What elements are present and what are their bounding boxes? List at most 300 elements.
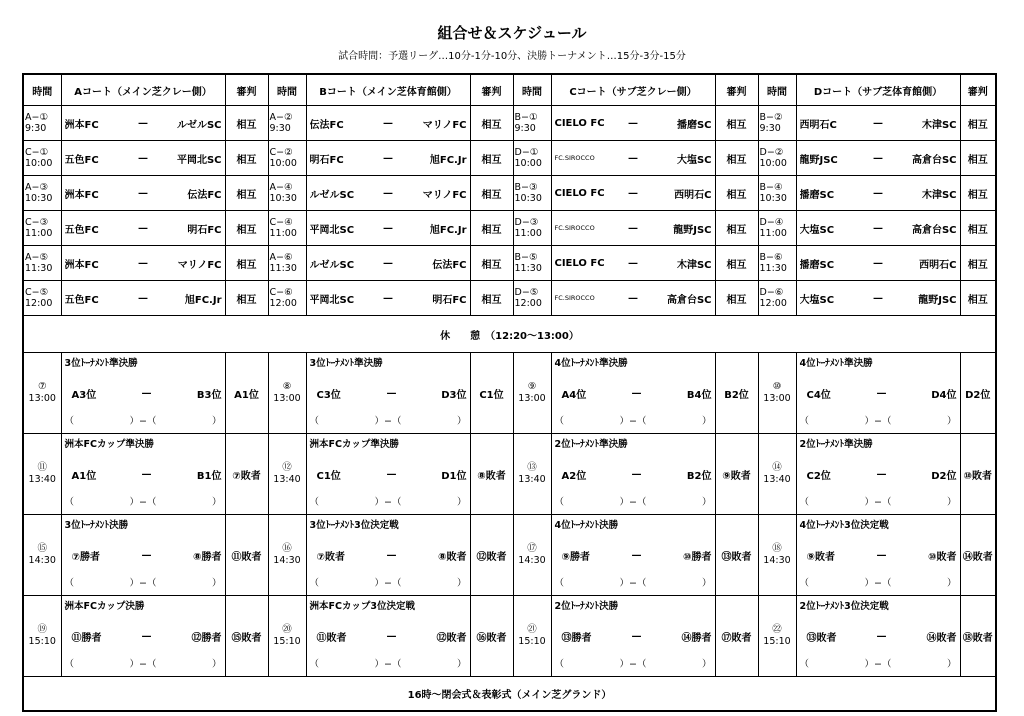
match-cell (551, 596, 715, 677)
team-away: ルゼルSC (176, 119, 222, 131)
round-name: 3位ﾄｰﾅﾒﾝﾄ準決勝 (64, 358, 138, 369)
referee-cell: 相互 (225, 281, 268, 316)
team-home: 平岡北SC (309, 294, 355, 306)
match-number: ⑨ (527, 381, 537, 392)
referee-cell: ⑰敗者 (715, 596, 758, 677)
match-time: 11:00 (759, 228, 787, 239)
match-number: B−② (759, 112, 783, 123)
team-away: 西明石C (919, 259, 957, 271)
closing-ceremony-note: 16時～閉会式＆表彰式（メイン芝グランド） (23, 677, 996, 712)
tournament-match (552, 598, 715, 674)
team-away: ⑫敗者 (436, 632, 467, 644)
match-number: A−① (25, 112, 48, 123)
score-close: ） (211, 497, 222, 508)
score-open: （ (554, 659, 565, 670)
match-pairing (65, 625, 222, 647)
score-open: （ (799, 497, 810, 508)
match-number: ⑰ (527, 543, 537, 554)
match-cell (61, 353, 225, 434)
match-number: D−② (759, 147, 784, 158)
team-away: 播磨SC (676, 119, 712, 131)
team-home: C3位 (316, 389, 341, 401)
match-time: 11:30 (514, 263, 542, 274)
match-number: ⑯ (282, 543, 292, 554)
match-time-cell (268, 515, 306, 596)
match-cell (551, 434, 715, 515)
versus-dash: — (631, 630, 642, 642)
match-cell (796, 141, 960, 176)
match-cell (306, 211, 470, 246)
team-home: 大塩SC (799, 224, 835, 236)
referee-cell: 相互 (715, 211, 758, 246)
team-away: D3位 (441, 389, 467, 401)
team-away: 西明石C (674, 189, 712, 201)
team-home: A2位 (561, 470, 587, 482)
versus-dash: — (873, 257, 883, 269)
match-pairing (555, 625, 712, 647)
match-pairing (797, 291, 960, 306)
score-line (65, 413, 222, 431)
match-pairing (62, 291, 225, 306)
team-away: 伝法FC (432, 259, 467, 271)
versus-dash: — (141, 630, 152, 642)
match-number: C−④ (269, 217, 293, 228)
versus-dash: — (386, 387, 397, 399)
match-number: ㉑ (527, 624, 537, 635)
team-home: ルゼルSC (309, 189, 355, 201)
team-home: 五色FC (64, 224, 99, 236)
match-cell (306, 176, 470, 211)
match-number: B−③ (514, 182, 538, 193)
header-cell: 審判 (225, 74, 268, 106)
versus-dash: — (873, 222, 883, 234)
score-close: ） (701, 416, 712, 427)
header-cell: Bコート（メイン芝体育館側） (306, 74, 470, 106)
match-time-cell (758, 281, 796, 316)
match-time-cell (758, 141, 796, 176)
header-cell: 審判 (960, 74, 996, 106)
score-open: （ (309, 578, 320, 589)
header-cell: 審判 (470, 74, 513, 106)
score-mid: ）−（ (619, 659, 647, 670)
team-home: 平岡北SC (309, 224, 355, 236)
team-away: 旭FC.Jr (184, 294, 222, 306)
team-home: 五色FC (64, 294, 99, 306)
match-time-cell (513, 434, 551, 515)
tournament-match (307, 355, 470, 431)
score-open: （ (309, 497, 320, 508)
match-pairing (65, 544, 222, 566)
score-mid: ）−（ (374, 578, 402, 589)
match-number: ⑲ (37, 624, 47, 635)
match-pairing (552, 116, 715, 131)
score-line (555, 575, 712, 593)
match-number: A−⑤ (25, 252, 48, 263)
referee-cell: 相互 (470, 141, 513, 176)
team-home: 播磨SC (799, 189, 835, 201)
tournament-match (797, 355, 960, 431)
team-away: ⑧勝者 (193, 551, 222, 563)
score-line (310, 575, 467, 593)
score-close: ） (456, 497, 467, 508)
match-pairing (310, 625, 467, 647)
team-away: 高倉台SC (911, 154, 957, 166)
score-open: （ (64, 659, 75, 670)
match-number: A−② (269, 112, 293, 123)
match-time: 10:30 (759, 193, 787, 204)
score-mid: ）−（ (619, 497, 647, 508)
team-away: 旭FC.Jr (429, 224, 467, 236)
versus-dash: — (141, 549, 152, 561)
score-mid: ）−（ (374, 416, 402, 427)
match-time: 9:30 (759, 123, 781, 134)
referee-cell: 相互 (960, 246, 996, 281)
match-pairing (310, 544, 467, 566)
round-name: 2位ﾄｰﾅﾒﾝﾄ3位決定戦 (799, 601, 889, 612)
team-home: 五色FC (64, 154, 99, 166)
team-home: C4位 (806, 389, 831, 401)
match-pairing (555, 463, 712, 485)
match-number: C−⑥ (269, 287, 293, 298)
match-number: ⑩ (772, 381, 782, 392)
round-name: 3位ﾄｰﾅﾒﾝﾄ3位決定戦 (309, 520, 399, 531)
team-home: 播磨SC (799, 259, 835, 271)
match-time-cell (513, 141, 551, 176)
match-cell (306, 434, 470, 515)
team-away: 明石FC (187, 224, 222, 236)
team-away: 高倉台SC (911, 224, 957, 236)
match-pairing (797, 256, 960, 271)
match-pairing (800, 382, 957, 404)
match-time-cell (268, 353, 306, 434)
match-number: ⑮ (37, 543, 47, 554)
round-name: 3位ﾄｰﾅﾒﾝﾄ決勝 (64, 520, 129, 531)
referee-cell: ⑫敗者 (470, 515, 513, 596)
score-close: ） (701, 659, 712, 670)
versus-dash: — (386, 549, 397, 561)
match-cell (796, 353, 960, 434)
team-home: ⑬敗者 (806, 632, 837, 644)
score-open: （ (554, 497, 565, 508)
versus-dash: — (383, 292, 393, 304)
versus-dash: — (631, 387, 642, 399)
match-time: 15:10 (28, 636, 56, 647)
score-line (800, 656, 957, 674)
match-number: ⑳ (282, 624, 292, 635)
match-cell (61, 211, 225, 246)
score-close: ） (946, 416, 957, 427)
score-mid: ）−（ (129, 416, 157, 427)
match-pairing (62, 116, 225, 131)
score-close: ） (456, 416, 467, 427)
header-cell: Cコート（サブ芝クレー側） (551, 74, 715, 106)
match-cell (306, 596, 470, 677)
tournament-row (23, 434, 996, 515)
versus-dash: — (873, 152, 883, 164)
referee-cell: 相互 (960, 106, 996, 141)
match-cell (306, 353, 470, 434)
match-number: D−① (514, 147, 539, 158)
team-home: ⑪敗者 (316, 632, 347, 644)
match-cell (551, 176, 715, 211)
team-away: ⑧敗者 (438, 551, 467, 563)
match-time-cell (23, 106, 61, 141)
match-pairing (552, 186, 715, 201)
match-pairing (307, 221, 470, 236)
match-number: A−④ (269, 182, 293, 193)
team-home: C1位 (316, 470, 341, 482)
versus-dash: — (628, 152, 638, 164)
team-away: 龍野JSC (673, 224, 712, 236)
versus-dash: — (138, 292, 148, 304)
match-cell (551, 106, 715, 141)
header-cell: 時間 (23, 74, 61, 106)
versus-dash: — (631, 468, 642, 480)
team-home: ⑨敗者 (806, 551, 835, 563)
team-home: ⑬勝者 (561, 632, 592, 644)
match-pairing (797, 186, 960, 201)
match-time: 12:00 (25, 298, 53, 309)
header-row (23, 74, 996, 106)
team-away: 伝法FC (187, 189, 222, 201)
match-cell (796, 596, 960, 677)
match-pairing (797, 116, 960, 131)
match-number: D−⑤ (514, 287, 539, 298)
match-time: 11:30 (269, 263, 297, 274)
tournament-match (62, 355, 225, 431)
versus-dash: — (383, 222, 393, 234)
versus-dash: — (628, 292, 638, 304)
match-time-cell (513, 596, 551, 677)
versus-dash: — (138, 222, 148, 234)
schedule-table (22, 73, 997, 712)
match-cell (551, 141, 715, 176)
match-cell (61, 434, 225, 515)
match-cell (551, 211, 715, 246)
match-time: 10:30 (25, 193, 53, 204)
team-home: A1位 (71, 470, 97, 482)
team-away: ⑭勝者 (681, 632, 712, 644)
match-number: C−① (25, 147, 49, 158)
match-number: ⑬ (527, 462, 537, 473)
match-time-cell (23, 246, 61, 281)
match-number: ㉒ (772, 624, 782, 635)
referee-cell: 相互 (225, 141, 268, 176)
versus-dash: — (628, 117, 638, 129)
team-home: ⑨勝者 (561, 551, 590, 563)
score-close: ） (211, 416, 222, 427)
match-number: B−⑤ (514, 252, 538, 263)
match-cell (796, 515, 960, 596)
header-cell: Dコート（サブ芝体育館側） (796, 74, 960, 106)
match-pairing (310, 463, 467, 485)
team-home: C2位 (806, 470, 831, 482)
team-away: 大塩SC (676, 154, 712, 166)
match-time-cell (758, 515, 796, 596)
match-time-cell (23, 141, 61, 176)
score-line (800, 575, 957, 593)
team-away: B3位 (196, 389, 222, 401)
round-name: 洲本FCカップ準決勝 (64, 439, 154, 450)
team-home: FC.SIROCCO (554, 224, 595, 232)
tournament-match (62, 598, 225, 674)
referee-cell: ⑧敗者 (470, 434, 513, 515)
team-away: D4位 (931, 389, 957, 401)
match-pairing (800, 625, 957, 647)
match-cell (61, 596, 225, 677)
score-mid: ）−（ (864, 416, 892, 427)
referee-cell: ⑪敗者 (225, 515, 268, 596)
team-away: D1位 (441, 470, 467, 482)
versus-dash: — (873, 187, 883, 199)
match-number: A−③ (25, 182, 48, 193)
tournament-row (23, 353, 996, 434)
team-home: 龍野JSC (799, 154, 838, 166)
match-number: A−⑥ (269, 252, 293, 263)
referee-cell: 相互 (960, 176, 996, 211)
score-open: （ (309, 659, 320, 670)
team-away: B4位 (686, 389, 712, 401)
match-pairing (62, 151, 225, 166)
score-mid: ）−（ (864, 578, 892, 589)
referee-cell: 相互 (470, 176, 513, 211)
team-home: 大塩SC (799, 294, 835, 306)
match-time-cell (513, 176, 551, 211)
tournament-row (23, 515, 996, 596)
match-time: 14:30 (763, 555, 791, 566)
match-time: 13:00 (273, 393, 301, 404)
match-time-cell (23, 176, 61, 211)
referee-cell: ⑱敗者 (960, 596, 996, 677)
match-cell (61, 106, 225, 141)
header-cell: Aコート（メイン芝クレー側） (61, 74, 225, 106)
match-time-cell (268, 211, 306, 246)
schedule-body (23, 74, 996, 711)
match-time: 15:10 (763, 636, 791, 647)
match-time-cell (513, 246, 551, 281)
match-time: 10:00 (269, 158, 297, 169)
round-name: 洲本FCカップ決勝 (64, 601, 145, 612)
versus-dash: — (383, 152, 393, 164)
match-cell (796, 176, 960, 211)
match-cell (796, 281, 960, 316)
match-pairing (797, 151, 960, 166)
score-open: （ (799, 578, 810, 589)
league-row (23, 176, 996, 211)
match-time: 13:40 (518, 474, 546, 485)
match-number: ⑱ (772, 543, 782, 554)
match-cell (306, 515, 470, 596)
score-open: （ (64, 416, 75, 427)
versus-dash: — (383, 187, 393, 199)
versus-dash: — (138, 187, 148, 199)
match-pairing (800, 463, 957, 485)
match-cell (306, 281, 470, 316)
match-time: 10:00 (25, 158, 53, 169)
score-close: ） (211, 578, 222, 589)
referee-cell: 相互 (225, 176, 268, 211)
score-close: ） (946, 497, 957, 508)
match-time: 10:00 (759, 158, 787, 169)
referee-cell: C1位 (470, 353, 513, 434)
team-home: A3位 (71, 389, 97, 401)
match-number: C−② (269, 147, 293, 158)
match-cell (551, 281, 715, 316)
match-number: B−⑥ (759, 252, 783, 263)
match-time-cell (268, 434, 306, 515)
score-line (555, 413, 712, 431)
team-away: B2位 (686, 470, 712, 482)
match-time: 13:40 (273, 474, 301, 485)
versus-dash: — (876, 387, 887, 399)
team-home: 明石FC (309, 154, 344, 166)
league-row (23, 246, 996, 281)
league-row (23, 141, 996, 176)
referee-cell: 相互 (715, 106, 758, 141)
referee-cell: ⑨敗者 (715, 434, 758, 515)
score-open: （ (64, 578, 75, 589)
tournament-match (797, 598, 960, 674)
match-time: 11:00 (514, 228, 542, 239)
team-away: ⑭敗者 (926, 632, 957, 644)
match-time: 12:00 (514, 298, 542, 309)
match-pairing (797, 221, 960, 236)
match-pairing (552, 291, 715, 306)
team-away: マリノFC (422, 119, 467, 131)
score-mid: ）−（ (129, 578, 157, 589)
match-time: 13:40 (763, 474, 791, 485)
team-away: ⑩勝者 (683, 551, 712, 563)
match-number: C−③ (25, 217, 49, 228)
match-pairing (555, 382, 712, 404)
score-line (65, 494, 222, 512)
match-time: 12:00 (269, 298, 297, 309)
team-home: 洲本FC (64, 119, 99, 131)
referee-cell: ⑯敗者 (470, 596, 513, 677)
referee-cell: 相互 (225, 246, 268, 281)
header-cell: 時間 (513, 74, 551, 106)
round-name: 2位ﾄｰﾅﾒﾝﾄ準決勝 (554, 439, 628, 450)
match-time-cell (23, 434, 61, 515)
score-line (800, 413, 957, 431)
match-pairing (65, 382, 222, 404)
match-time: 13:00 (518, 393, 546, 404)
match-cell (61, 141, 225, 176)
versus-dash: — (138, 152, 148, 164)
rest-row (23, 316, 996, 353)
score-mid: ）−（ (129, 497, 157, 508)
team-home: 伝法FC (309, 119, 344, 131)
versus-dash: — (628, 187, 638, 199)
tournament-match (797, 436, 960, 512)
versus-dash: — (141, 468, 152, 480)
header-cell: 時間 (758, 74, 796, 106)
match-number: D−③ (514, 217, 539, 228)
match-time: 14:30 (273, 555, 301, 566)
referee-cell: D2位 (960, 353, 996, 434)
tournament-match (552, 355, 715, 431)
team-away: マリノFC (177, 259, 222, 271)
score-open: （ (309, 416, 320, 427)
match-cell (61, 176, 225, 211)
score-line (310, 494, 467, 512)
team-home: 西明石C (799, 119, 837, 131)
match-time: 14:30 (518, 555, 546, 566)
match-time-cell (23, 211, 61, 246)
match-pairing (62, 186, 225, 201)
team-home: ⑦勝者 (71, 551, 100, 563)
match-time-cell (758, 434, 796, 515)
